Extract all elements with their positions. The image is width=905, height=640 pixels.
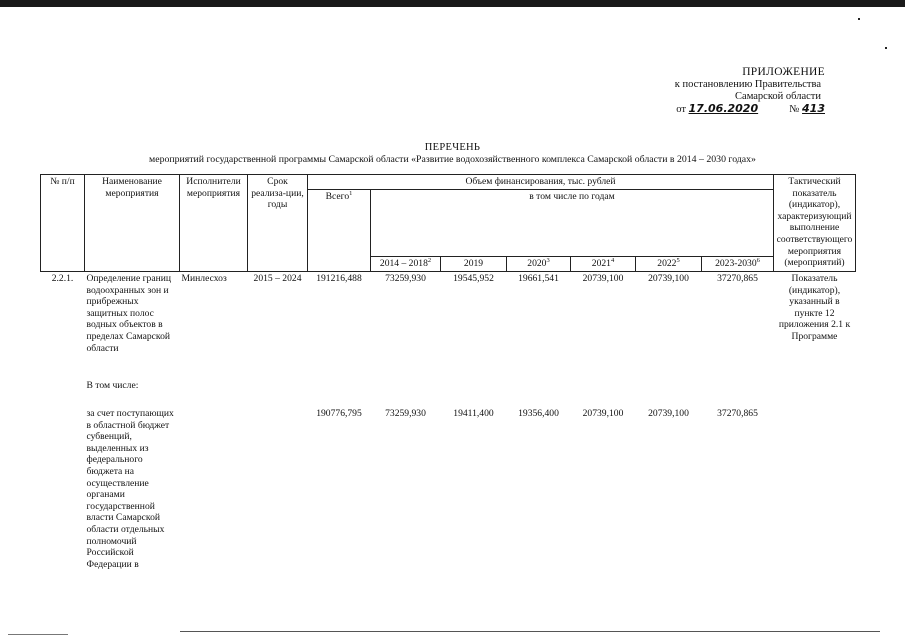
header-total: Всего$^1$: [308, 189, 371, 271]
header-indicator: Тактический показатель (индикатор), характеризующий выполнение соответствующего мероприятия (мероприятий): [774, 175, 856, 272]
appendix-block: [625, 66, 825, 116]
row1-name: Определение границ водоохранных зон и прибрежных защитных полос водных объектов в пределах Самарской области: [86, 273, 171, 354]
header-year-2019: 2019: [441, 257, 507, 272]
header-year-2020: 2020$^3$: [507, 257, 571, 272]
header-funding: Объем финансирования, тыс. рублей: [308, 175, 774, 190]
row1-indicator: Показатель (индикатор), указанный в пункте 12 приложения 2.1 к Программе: [778, 273, 851, 342]
date-value: 17.06.2020: [688, 102, 759, 115]
title-heading: ПЕРЕЧЕНЬ: [424, 142, 481, 153]
appendix-date-line: [625, 103, 825, 116]
row1-y2021: 20739,100: [582, 273, 624, 284]
measures-table: [40, 174, 856, 571]
header-year-2023-2030: 2023-2030$^6$: [702, 257, 774, 272]
row1-y2019: 19545,952: [453, 273, 494, 284]
header-year-2014-2018: 2014 – 2018$^2$: [371, 257, 441, 272]
table-row: [41, 272, 856, 380]
header-by-years: в том числе по годам: [371, 189, 774, 257]
row2-y2019: 19411,400: [453, 408, 494, 419]
row2-name: за счет поступающих в областной бюджет субвенций, выделенных из федерального бюджета на осуществление органами государственной власти Самарской области отдельных полномочий Российской Федерации в: [86, 408, 174, 570]
row1-y2020: 19661,541: [518, 273, 559, 284]
row2-total: 190776,795: [316, 408, 362, 419]
row1-y2023-2030: 37270,865: [717, 273, 758, 284]
row2-y2023-2030: 37270,865: [717, 408, 758, 419]
number-prefix: №: [789, 104, 800, 115]
header-name: Наименование мероприятия: [85, 175, 180, 272]
appendix-line1: к постановлению Правительства: [674, 79, 821, 90]
appendix-heading: ПРИЛОЖЕНИЕ: [742, 66, 825, 78]
header-row-1: [41, 175, 856, 190]
row1-total: 191216,488: [316, 273, 362, 284]
row1-term: 2015 – 2024: [253, 273, 302, 284]
header-year-2021: 2021$^4$: [571, 257, 636, 272]
document-title: [0, 142, 905, 166]
row1-y2022: 20739,100: [648, 273, 689, 284]
scan-speck: [885, 47, 887, 49]
scan-line: [8, 634, 68, 635]
table-row: [41, 407, 856, 571]
row1-num: 2.2.1.: [51, 273, 74, 284]
including-label: В том числе:: [86, 380, 139, 391]
number-value: 413: [802, 102, 825, 115]
row2-y2022: 20739,100: [648, 408, 689, 419]
date-prefix: от: [676, 104, 686, 115]
row2-y2021: 20739,100: [582, 408, 624, 419]
header-term: Срок реализа-ции, годы: [248, 175, 308, 272]
title-subtitle: мероприятий государственной программы Самарской области «Развитие водохозяйственного комплекса Самарской области в 2014 – 2030 годах»: [149, 154, 756, 165]
scan-edge: [0, 0, 905, 7]
table-row: [41, 379, 856, 407]
row2-y2014-2018: 73259,930: [385, 408, 426, 419]
row1-executor: Минлесхоз: [181, 273, 227, 284]
row2-y2020: 19356,400: [518, 408, 559, 419]
scan-line: [180, 631, 880, 632]
header-num: № п/п: [41, 175, 85, 272]
header-executor: Исполнители мероприятия: [180, 175, 248, 272]
scan-speck: [858, 18, 860, 20]
header-year-2022: 2022$^5$: [636, 257, 702, 272]
row1-y2014-2018: 73259,930: [385, 273, 426, 284]
appendix-line2: Самарской области: [735, 91, 821, 102]
